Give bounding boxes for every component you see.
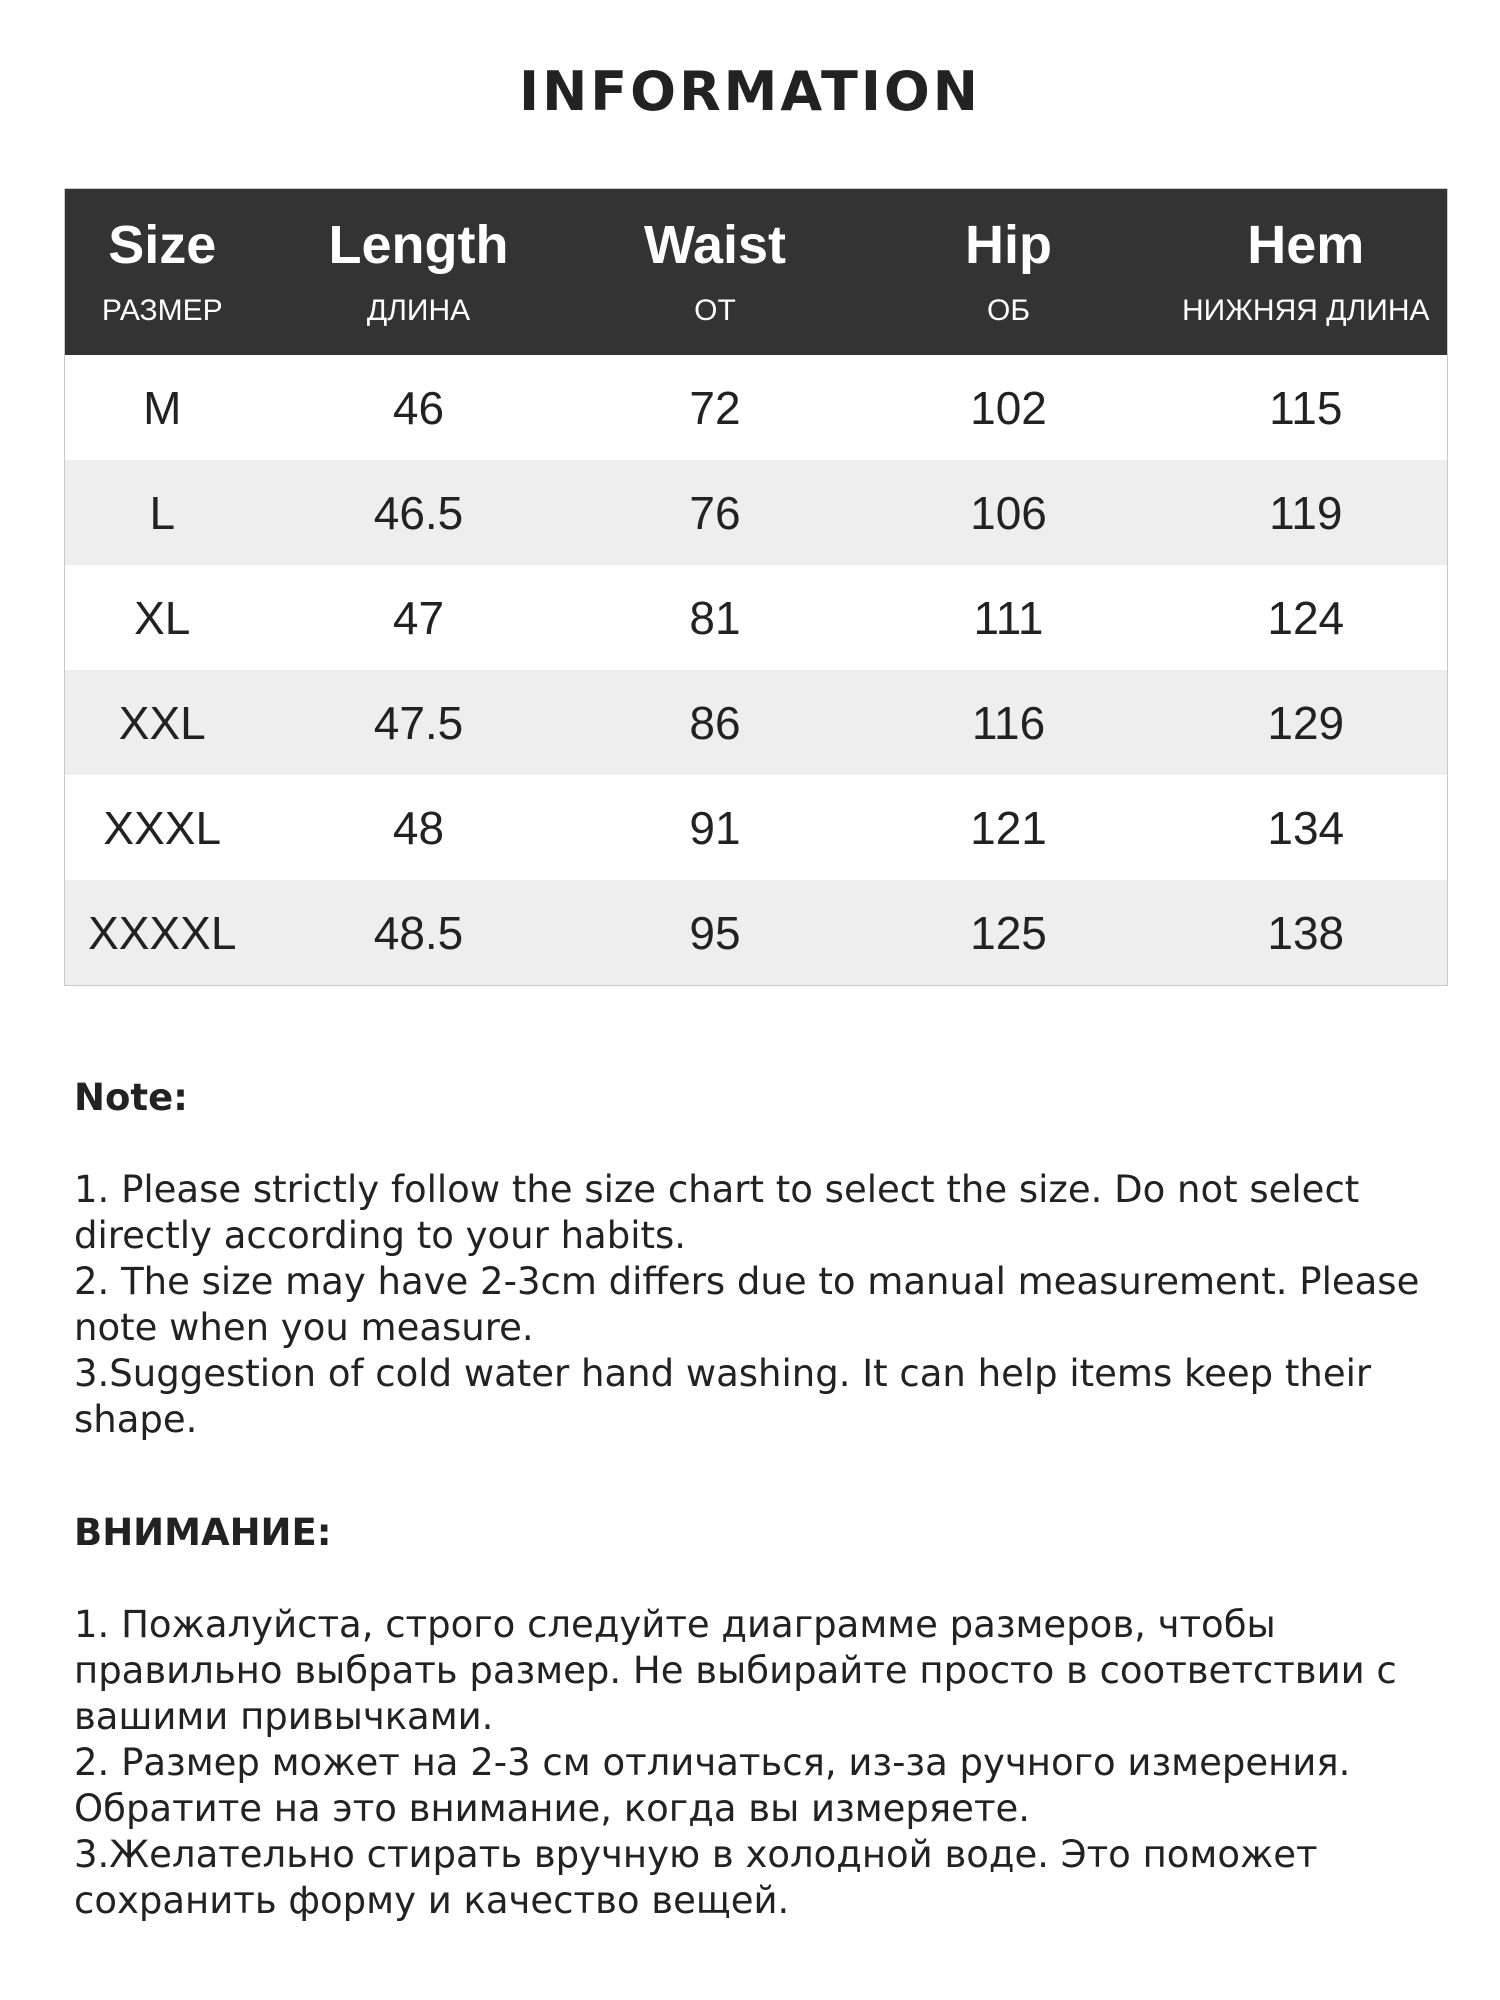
note-heading: ВНИМАНИЕ: xyxy=(74,1511,332,1554)
header-length xyxy=(260,189,578,356)
cell-size: XXL xyxy=(65,670,260,775)
note-item: 2. The size may have 2-3cm differs due to manual measurement. Please note when you measure. xyxy=(74,1260,1420,1349)
table-header-row xyxy=(65,189,1448,356)
cell-hem: 124 xyxy=(1165,565,1448,670)
note-item: 1. Please strictly follow the size chart to select the size. Do not select directly according to your habits. xyxy=(74,1168,1360,1257)
cell-length: 48.5 xyxy=(260,880,578,986)
cell-waist: 81 xyxy=(578,565,853,670)
table-row xyxy=(65,565,1448,670)
cell-length: 47 xyxy=(260,565,578,670)
cell-hip: 116 xyxy=(853,670,1165,775)
cell-hem: 134 xyxy=(1165,775,1448,880)
header-label-ru: ОБ xyxy=(986,294,1031,327)
header-hip xyxy=(853,189,1165,356)
cell-waist: 76 xyxy=(578,460,853,565)
size-chart-table xyxy=(64,188,1448,986)
header-label-en: Hip xyxy=(965,215,1052,275)
note-english xyxy=(74,1075,1454,1443)
header-label-ru: НИЖНЯЯ ДЛИНА xyxy=(1182,294,1430,327)
header-label-en: Size xyxy=(108,215,217,275)
header-label-en: Waist xyxy=(643,215,786,275)
header-label-ru: РАЗМЕР xyxy=(101,294,223,327)
cell-hem: 119 xyxy=(1165,460,1448,565)
note-item: 2. Размер может на 2-3 см отличаться, из-за ручного измерения. Обратите на это внимание, когда вы измеряете. xyxy=(74,1741,1351,1830)
cell-length: 48 xyxy=(260,775,578,880)
cell-size: XL xyxy=(65,565,260,670)
cell-hem: 129 xyxy=(1165,670,1448,775)
header-label-en: Hem xyxy=(1247,215,1365,275)
cell-waist: 72 xyxy=(578,355,853,460)
cell-size: L xyxy=(65,460,260,565)
header-waist xyxy=(578,189,853,356)
cell-hem: 115 xyxy=(1165,355,1448,460)
cell-hip: 106 xyxy=(853,460,1165,565)
note-item: 3.Suggestion of cold water hand washing. It can help items keep their shape. xyxy=(74,1352,1372,1441)
cell-length: 46 xyxy=(260,355,578,460)
header-hem xyxy=(1165,189,1448,356)
cell-length: 47.5 xyxy=(260,670,578,775)
cell-hip: 121 xyxy=(853,775,1165,880)
header-label-en: Length xyxy=(328,215,509,275)
cell-waist: 91 xyxy=(578,775,853,880)
table-row xyxy=(65,775,1448,880)
note-russian xyxy=(74,1510,1454,1924)
cell-hip: 111 xyxy=(853,565,1165,670)
note-heading: Note: xyxy=(74,1076,188,1119)
cell-size: XXXL xyxy=(65,775,260,880)
header-label-ru: ОТ xyxy=(694,294,736,327)
cell-waist: 95 xyxy=(578,880,853,986)
header-size xyxy=(65,189,260,356)
page-title: INFORMATION xyxy=(518,60,982,123)
note-item: 1. Пожалуйста, строго следуйте диаграмме размеров, чтобы правильно выбрать размер. Не выбирайте просто в соответствии с вашими привычками. xyxy=(74,1603,1397,1738)
cell-size: XXXXL xyxy=(65,880,260,986)
cell-hip: 102 xyxy=(853,355,1165,460)
cell-waist: 86 xyxy=(578,670,853,775)
header-label-ru: ДЛИНА xyxy=(366,294,471,327)
table-row xyxy=(65,670,1448,775)
cell-hem: 138 xyxy=(1165,880,1448,986)
table-row xyxy=(65,460,1448,565)
cell-size: M xyxy=(65,355,260,460)
note-item: 3.Желательно стирать вручную в холодной воде. Это поможет сохранить форму и качество вещей. xyxy=(74,1833,1318,1922)
cell-length: 46.5 xyxy=(260,460,578,565)
cell-hip: 125 xyxy=(853,880,1165,986)
table-row xyxy=(65,355,1448,460)
table-row xyxy=(65,880,1448,986)
